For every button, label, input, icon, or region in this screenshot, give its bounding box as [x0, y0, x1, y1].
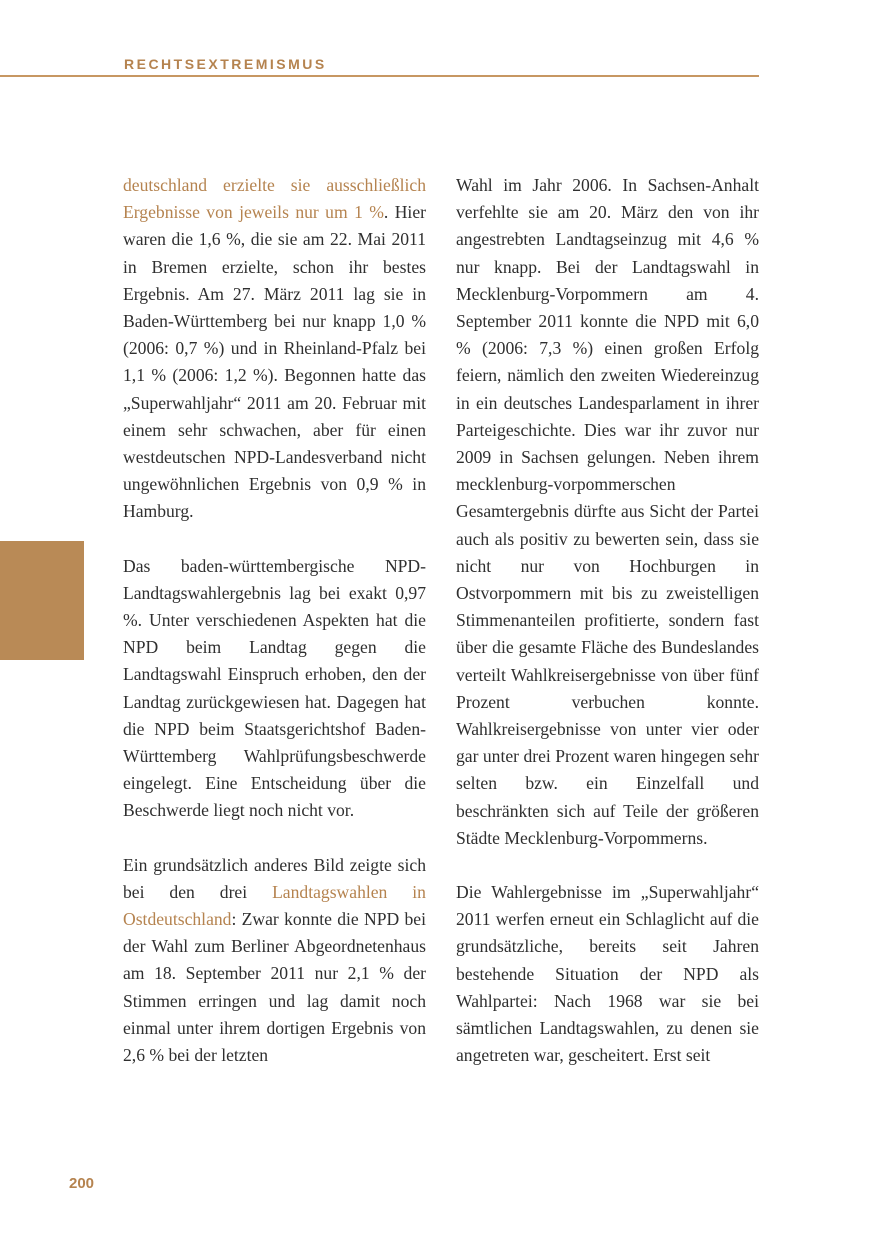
- highlighted-phrase: Landtagswahlen in Ostdeutschland: [123, 881, 426, 930]
- paragraph: Wahl im Jahr 2006. In Sachsen-Anhalt verfehlte sie am 20. März den von ihr angestrebten Landtagseinzug mit 4,6 % nur knapp. Bei der Landtagswahl in Mecklenburg-Vorpommern am 4. September 2011 konnte die NPD mit 6,0 % (2006: 7,3 %) einen großen Erfolg feiern, nämlich den zweiten Wiedereinzug in ein deutsches Landesparlament in ihrer Parteigeschichte. Dies war ihr zuvor nur 2009 in Sachsen gelungen. Neben ihrem mecklenburg-vorpommerschen Gesamtergebnis dürfte aus Sicht der Partei auch als positiv zu bewerten sein, dass sie nicht nur von Hochburgen in Ostvorpommern mit bis zu zweistelligen Stimmenanteilen profitierte, sondern fast über die gesamte Fläche des Bundeslandes verteilt Wahlkreisergebnisse von über fünf Prozent verbuchen konnte. Wahlkreisergebnisse von unter vier oder gar unter drei Prozent waren hingegen sehr selten bzw. ein Einzelfall und beschränkten sich auf Teile der größeren Städte Mecklenburg-Vorpommerns.: [456, 175, 759, 848]
- page-number: 200: [69, 1175, 95, 1192]
- paragraph-text: Ein grundsätzlich anderes Bild zeigte sich bei den drei: [123, 854, 426, 902]
- paragraph: [123, 172, 426, 526]
- paragraph: [123, 852, 426, 1070]
- paragraph-text: : Zwar konnte die NPD bei der Wahl zum Berliner Abgeordnetenhaus am 18. September 2011 nur 2,1 % der Stimmen erringen und lag damit noch einmal unter ihrem dortigen Ergebnis von 2,6 % bei der letzten: [123, 909, 426, 1066]
- chapter-side-tab: [0, 541, 84, 660]
- header-rule: [0, 75, 759, 77]
- paragraph: Das baden-württembergische NPD-Landtagswahlergebnis lag bei exakt 0,97 %. Unter verschiedenen Aspekten hat die NPD beim Landtag gegen die Landtagswahl Einspruch erhoben, den der Landtag zurückgewiesen hat. Dagegen hat die NPD beim Staatsgerichtshof Baden-Württemberg Wahlprüfungsbeschwerde eingelegt. Eine Entscheidung über die Beschwerde liegt noch nicht vor.: [123, 555, 426, 821]
- paragraph-text: . Hier waren die 1,6 %, die sie am 22. Mai 2011 in Bremen erzielte, schon ihr bestes Ergebnis. Am 27. März 2011 lag sie in Baden-Württemberg bei nur knapp 1,0 % (2006: 0,7 %) und in Rheinland-Pfalz bei 1,1 % (2006: 1,2 %). Begonnen hatte das „Superwahljahr“ 2011 am 20. Februar mit einem sehr schwachen, aber für einen westdeutschen NPD-Landesverband nicht ungewöhnlichen Ergebnis von 0,9 % in Hamburg.: [123, 202, 426, 522]
- paragraph: Die Wahlergebnisse im „Superwahljahr“ 2011 werfen erneut ein Schlaglicht auf die grundsätzliche, bereits seit Jahren bestehende Situation der NPD als Wahlpartei: Nach 1968 war sie bei sämtlichen Landtagswahlen, zu denen sie angetreten war, gescheitert. Erst seit: [456, 882, 759, 1066]
- highlighted-phrase: deutschland erzielte sie ausschließlich Ergebnisse von jeweils nur um 1 %: [123, 175, 426, 223]
- right-column: [456, 172, 759, 1070]
- running-head-title: RECHTSEXTREMISMUS: [124, 56, 327, 72]
- left-column: [123, 172, 426, 1069]
